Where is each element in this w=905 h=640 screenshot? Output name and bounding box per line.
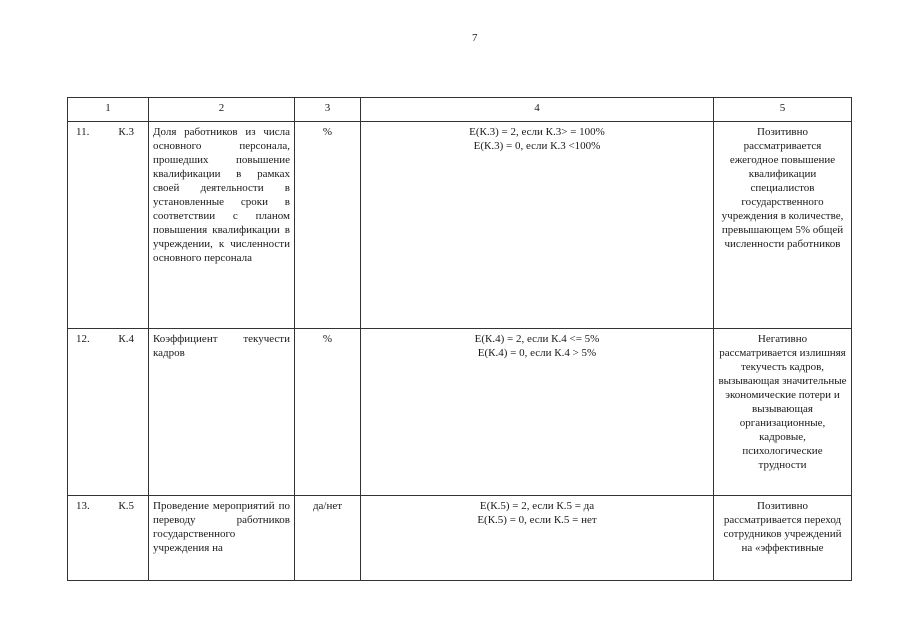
row-number: 11.	[76, 126, 90, 138]
indicator-name: Проведение мероприятий по переводу работников государственного учреждения на	[149, 496, 295, 581]
formula-line: E(К.5) = 2, если К.5 = да	[479, 500, 595, 512]
header-cell-5: 5	[714, 98, 852, 122]
row-number-cell	[68, 496, 149, 581]
indicator-formula	[361, 329, 714, 496]
indicator-code: К.3	[118, 126, 134, 138]
indicator-name: Коэффициент текучести кадров	[149, 329, 295, 496]
formula-line: E(К.4) = 0, если К.4 > 5%	[477, 347, 597, 359]
table-header-row	[68, 98, 852, 122]
table-row	[68, 329, 852, 496]
row-number-cell	[68, 122, 149, 329]
indicator-name: Доля работников из числа основного персонала, прошедших повышение квалификации в рамках своей деятельности в установленные сроки в соответствии с планом повышения квалификации в учреждении, к численности основного персонала	[149, 122, 295, 329]
indicator-note: Позитивно рассматривается переход сотрудников учреждений на «эффективные	[714, 496, 852, 581]
header-cell-1: 1	[68, 98, 149, 122]
indicator-code: К.4	[118, 333, 134, 345]
header-cell-3: 3	[295, 98, 361, 122]
header-cell-2: 2	[149, 98, 295, 122]
row-number: 13.	[76, 500, 90, 512]
indicator-note: Негативно рассматривается излишняя текучесть кадров, вызывающая значительные экономические потери и вызывающая организационные, кадровые, психологические трудности	[714, 329, 852, 496]
indicator-unit: да/нет	[295, 496, 361, 581]
indicator-formula	[361, 122, 714, 329]
indicator-code: К.5	[118, 500, 134, 512]
table-row	[68, 496, 852, 581]
page-number: 7	[472, 32, 478, 44]
formula-line: E(К.4) = 2, если К.4 <= 5%	[474, 333, 600, 345]
table-row	[68, 122, 852, 329]
header-cell-4: 4	[361, 98, 714, 122]
indicator-formula	[361, 496, 714, 581]
indicator-unit: %	[295, 329, 361, 496]
row-number-cell	[68, 329, 149, 496]
formula-line: E(К.3) = 2, если К.3> = 100%	[469, 126, 605, 138]
indicators-table	[67, 97, 852, 581]
indicator-note: Позитивно рассматривается ежегодное повышение квалификации специалистов государственного учреждения в количестве, превышающем 5% общей численности работников	[714, 122, 852, 329]
row-number: 12.	[76, 333, 90, 345]
formula-line: E(К.5) = 0, если К.5 = нет	[477, 514, 597, 526]
indicator-unit: %	[295, 122, 361, 329]
formula-line: E(К.3) = 0, если К.3 <100%	[473, 140, 601, 152]
